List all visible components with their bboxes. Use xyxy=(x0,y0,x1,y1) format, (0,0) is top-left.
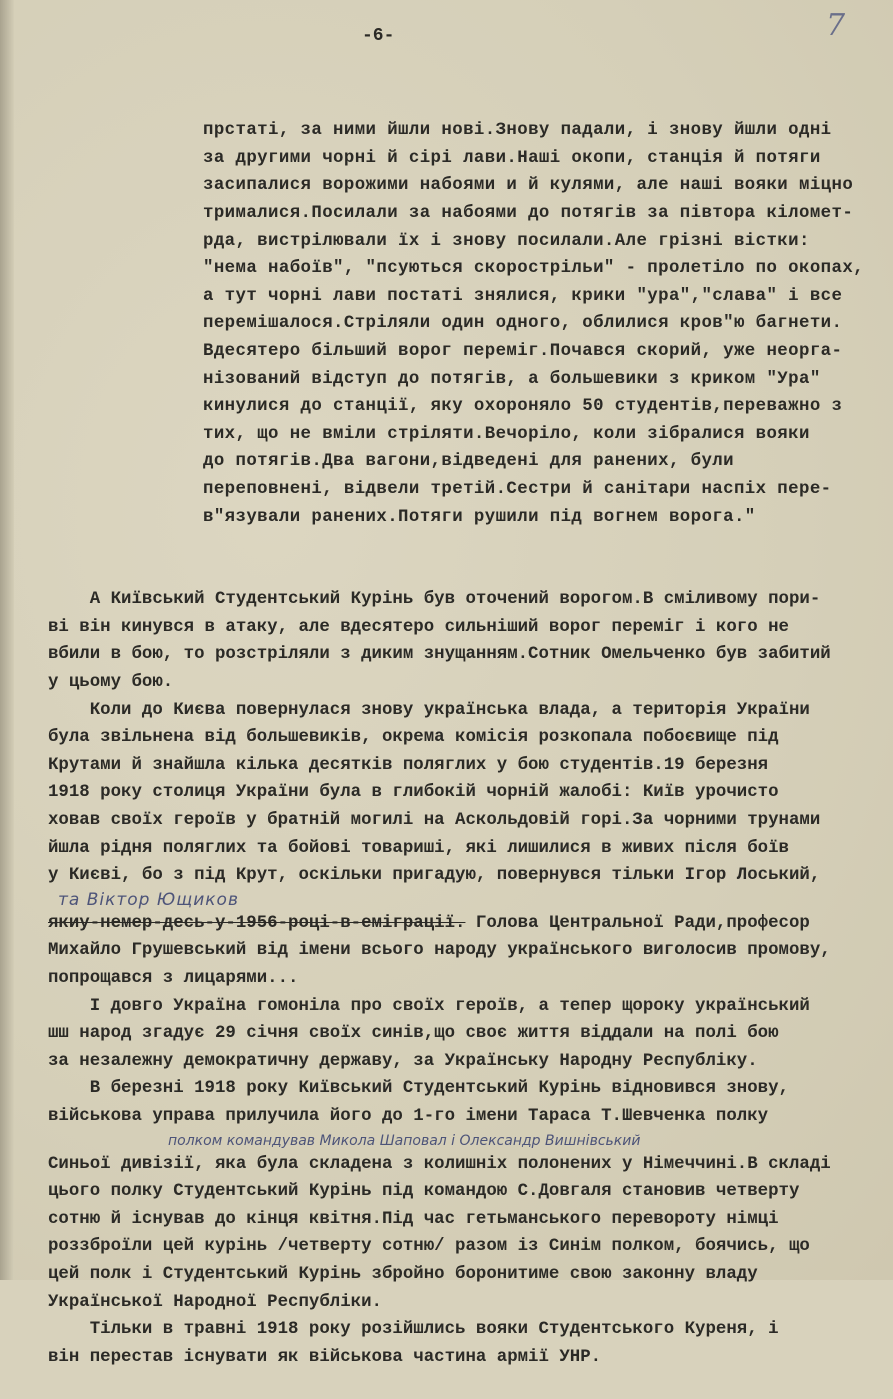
body-line: роззброїли цей курінь /четверту сотню/ разом із Синім полком, боячись, що xyxy=(48,1237,810,1257)
line-text: Голова Центральної Ради,професор xyxy=(465,913,810,933)
body-line: Крутами й знайшла кілька десятків поляглих у бою студентів.19 березня xyxy=(48,755,769,775)
quote-line: засипалися ворожими набоями и й кулями, але наші вояки міцно xyxy=(203,176,854,196)
body-line: Михайло Грушевський від імени всього народу українського виголосив промову, xyxy=(48,941,831,961)
quote-line: кинулися до станції, яку охороняло 50 студентів,переважно з xyxy=(203,397,843,417)
page-number: -6- xyxy=(362,26,395,46)
body-line: він перестав існувати як військова частина армії УНР. xyxy=(48,1347,602,1367)
quote-line: перемішалося.Стріляли один одного, облилися кров"ю багнети. xyxy=(203,314,843,334)
handwritten-page-number: 7 xyxy=(826,8,846,43)
body-line: І довго Україна гомоніла про своїх героїв, а тепер щороку український xyxy=(48,996,810,1016)
handwritten-note: та Віктор Ющиков xyxy=(58,889,239,910)
body-line: у цьому бою. xyxy=(48,673,174,693)
body-line: цього полку Студентський Курінь під командою С.Довгаля становив четверту xyxy=(48,1182,800,1202)
body-line: була звільнена від большевиків, окрема комісія розкопала побоєвище під xyxy=(48,728,779,748)
body-line: у Києві, бо з під Крут, оскільки пригадую, повернувся тільки Ігор Лоський, xyxy=(48,866,821,886)
quote-line: Вдесятеро більший ворог переміг.Почався скорий, уже неорга- xyxy=(203,341,843,361)
body-line: вбили в бою, то розстріляли з диким знущанням.Сотник Омельченко був забитий xyxy=(48,645,831,665)
quote-line: трималися.Посилали за набоями до потягів за півтора кіломет- xyxy=(203,203,854,223)
quote-line: за другими чорні й сірі лави.Наші окопи, станція й потяги xyxy=(203,148,821,168)
quote-line: прстаті, за ними йшли нові.Знову падали, і знову йшли одні xyxy=(203,121,832,141)
body-line: цей полк і Студентський Курінь збройно боронитиме свою законну владу xyxy=(48,1264,758,1284)
quote-line: а тут чорні лави постаті знялися, крики "ура","слава" і все xyxy=(203,286,843,306)
quote-line: переповнені, відвели третій.Сестри й санітари наспіх пере- xyxy=(203,479,832,499)
body-line: ві він кинувся в атаку, але вдесятеро сильніший ворог переміг і кого не xyxy=(48,617,789,637)
handwritten-note: полком командував Микола Шаповал і Олександр Вишнівський xyxy=(168,1132,641,1149)
quote-line: в"язували ранених.Потяги рушили під вогнем ворога." xyxy=(203,507,756,527)
quote-line: нізований відступ до потягів, а большевики з криком "Ура" xyxy=(203,369,821,389)
document-text xyxy=(0,62,893,1399)
body-line: шш народ згадує 29 січня своїх синів,що своє життя віддали на полі бою xyxy=(48,1024,779,1044)
body-line: В березні 1918 року Київський Студентський Курінь відновився знову, xyxy=(48,1079,789,1099)
struck-line xyxy=(0,910,893,938)
body-line: 1918 року столиця України була в глибокій чорній жалобі: Київ урочисто xyxy=(48,783,779,803)
quote-line: рда, вистрілювали їх і знову посилали.Але грізні вістки: xyxy=(203,231,810,251)
body-line: попрощався з лицарями... xyxy=(48,969,299,988)
body-line: йшла рідня поляглих та бойові товариші, які лишилися в живих після боїв xyxy=(48,838,789,858)
quoted-passage xyxy=(0,117,893,531)
body-line: військова управа прилучила його до 1-го імени Тараса Т.Шевченка полку xyxy=(48,1106,769,1126)
body-text xyxy=(0,586,893,1371)
body-line: Тільки в травні 1918 року розійшлись вояки Студентського Куреня, і xyxy=(48,1320,779,1340)
body-line: Коли до Києва повернулася знову українська влада, а територія України xyxy=(48,700,810,720)
body-line: Української Народної Республіки. xyxy=(48,1292,382,1312)
quote-line: до потягів.Два вагони,відведені для ранених, були xyxy=(203,452,734,472)
struck-text: якиу-немер-десь-у-1956-році-в-еміграції. xyxy=(48,913,466,933)
body-line: сотню й існував до кінця квітня.Під час гетьманського перевороту німці xyxy=(48,1209,779,1229)
quote-line: тих, що не вміли стріляти.Вечоріло, коли зібралися вояки xyxy=(203,424,810,444)
body-line: за незалежну демократичну державу, за Українську Народну Республіку. xyxy=(48,1051,758,1071)
body-line: Синьої дивізії, яка була складена з колишніх полонених у Німеччині.В складі xyxy=(48,1154,831,1174)
quote-line: "нема набоїв", "псуються скорострільи" - пролетіло по окопах, xyxy=(203,259,865,279)
body-line: А Київський Студентський Курінь був оточений ворогом.В сміливому пори- xyxy=(48,590,821,610)
body-line: ховав своїх героїв у братній могилі на Аскольдовій горі.За чорними трунами xyxy=(48,811,821,831)
